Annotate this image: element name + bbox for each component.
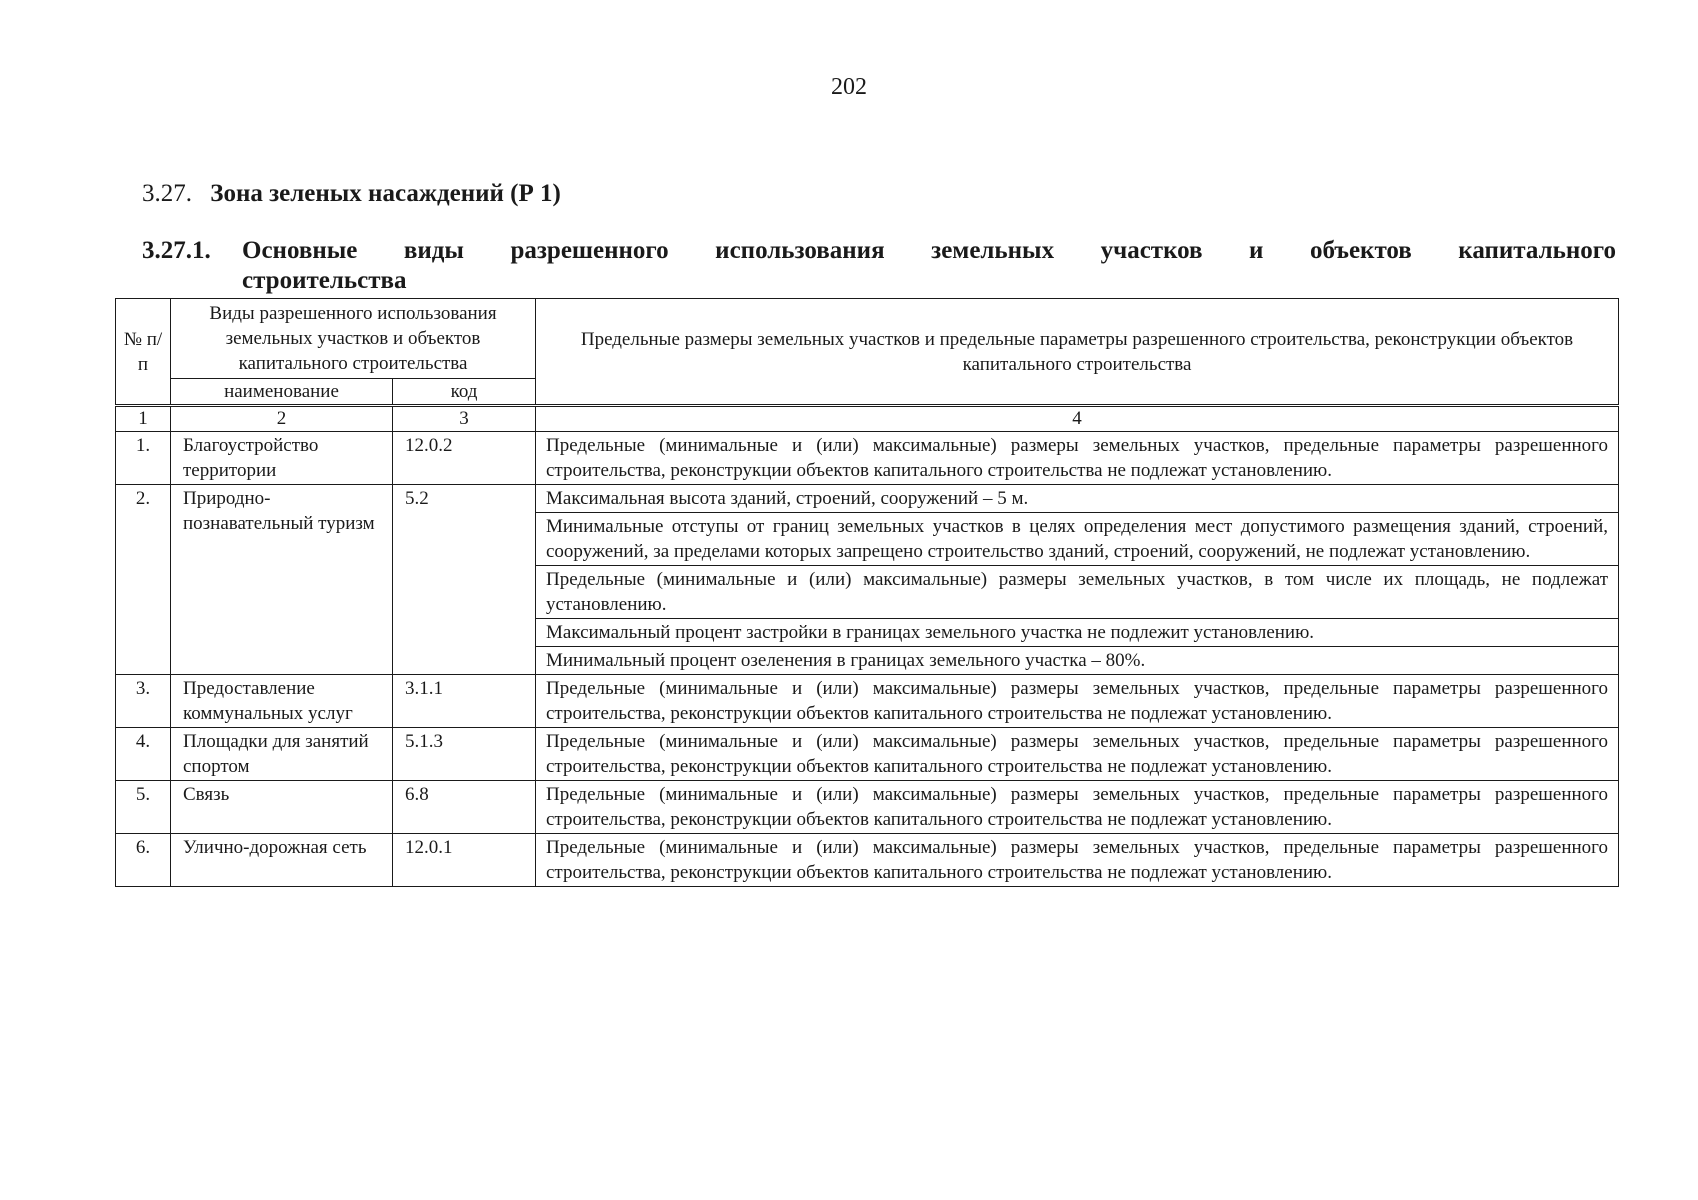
- section-title: [142, 180, 561, 208]
- row-name: Связь: [171, 781, 393, 834]
- row-code: 12.0.1: [393, 834, 536, 887]
- header-group: Виды разрешенного использования земельных участков и объектов капитального строительства: [171, 299, 536, 379]
- row-params: Максимальная высота зданий, строений, сооружений – 5 м.: [536, 485, 1619, 513]
- subsection-title-line2: строительства: [242, 267, 407, 294]
- table-row: [116, 432, 1619, 485]
- row-name: Улично-дорожная сеть: [171, 834, 393, 887]
- row-number: 4.: [116, 728, 171, 781]
- row-number: 3.: [116, 675, 171, 728]
- subsection-number: 3.27.1.: [142, 237, 211, 264]
- row-params: Предельные (минимальные и (или) максимальные) размеры земельных участков, в том числе их площадь, не подлежат установлению.: [536, 566, 1619, 619]
- row-code: 3.1.1: [393, 675, 536, 728]
- row-params: Максимальный процент застройки в границах земельного участка не подлежит установлению.: [536, 619, 1619, 647]
- header-code: код: [393, 379, 536, 405]
- table-row: [116, 675, 1619, 728]
- subsection-title-line1: Основные виды разрешенного использования земельных участков и объектов капитального: [242, 237, 1616, 264]
- row-name: Природно-познавательный туризм: [171, 485, 393, 675]
- row-params: Предельные (минимальные и (или) максимальные) размеры земельных участков, предельные параметры разрешенного строительства, реконструкции объектов капитального строительства не подлежат установлению.: [536, 432, 1619, 485]
- row-code: 6.8: [393, 781, 536, 834]
- row-name: Предоставление коммунальных услуг: [171, 675, 393, 728]
- row-number: 6.: [116, 834, 171, 887]
- row-params: Предельные (минимальные и (или) максимальные) размеры земельных участков, предельные параметры разрешенного строительства, реконструкции объектов капитального строительства не подлежат установлению.: [536, 675, 1619, 728]
- row-number: 1.: [116, 432, 171, 485]
- row-name: Площадки для занятий спортом: [171, 728, 393, 781]
- row-code: 5.2: [393, 485, 536, 675]
- col-number-4: 4: [536, 407, 1619, 432]
- header-name: наименование: [171, 379, 393, 405]
- section-number: 3.27.: [142, 180, 192, 207]
- table-row: [116, 834, 1619, 887]
- table-row: [116, 485, 1619, 513]
- row-code: 5.1.3: [393, 728, 536, 781]
- page-number: 202: [831, 74, 867, 100]
- row-number: 5.: [116, 781, 171, 834]
- column-numbers-row: [116, 407, 1619, 432]
- row-number: 2.: [116, 485, 171, 675]
- table-row: [116, 728, 1619, 781]
- row-params: Предельные (минимальные и (или) максимальные) размеры земельных участков, предельные параметры разрешенного строительства, реконструкции объектов капитального строительства не подлежат установлению.: [536, 728, 1619, 781]
- col-number-2: 2: [171, 407, 393, 432]
- table-row: [116, 781, 1619, 834]
- col-number-1: 1: [116, 407, 171, 432]
- row-params: Минимальные отступы от границ земельных участков в целях определения мест допустимого размещения зданий, строений, сооружений, за пределами которых запрещено строительство зданий, строений, сооружений, не подлежат установлению.: [536, 513, 1619, 566]
- section-title-text: Зона зеленых насаждений (Р 1): [210, 180, 561, 207]
- row-name: Благоустройство территории: [171, 432, 393, 485]
- table-body: [115, 406, 1619, 887]
- row-params: Минимальный процент озеленения в границах земельного участка – 80%.: [536, 647, 1619, 675]
- table-header: [115, 298, 1619, 405]
- col-number-3: 3: [393, 407, 536, 432]
- row-params: Предельные (минимальные и (или) максимальные) размеры земельных участков, предельные параметры разрешенного строительства, реконструкции объектов капитального строительства не подлежат установлению.: [536, 781, 1619, 834]
- row-code: 12.0.2: [393, 432, 536, 485]
- row-params: Предельные (минимальные и (или) максимальные) размеры земельных участков, предельные параметры разрешенного строительства, реконструкции объектов капитального строительства не подлежат установлению.: [536, 834, 1619, 887]
- header-params: Предельные размеры земельных участков и предельные параметры разрешенного строительства, реконструкции объектов капитального строительства: [536, 299, 1619, 405]
- header-num: № п/п: [116, 299, 171, 405]
